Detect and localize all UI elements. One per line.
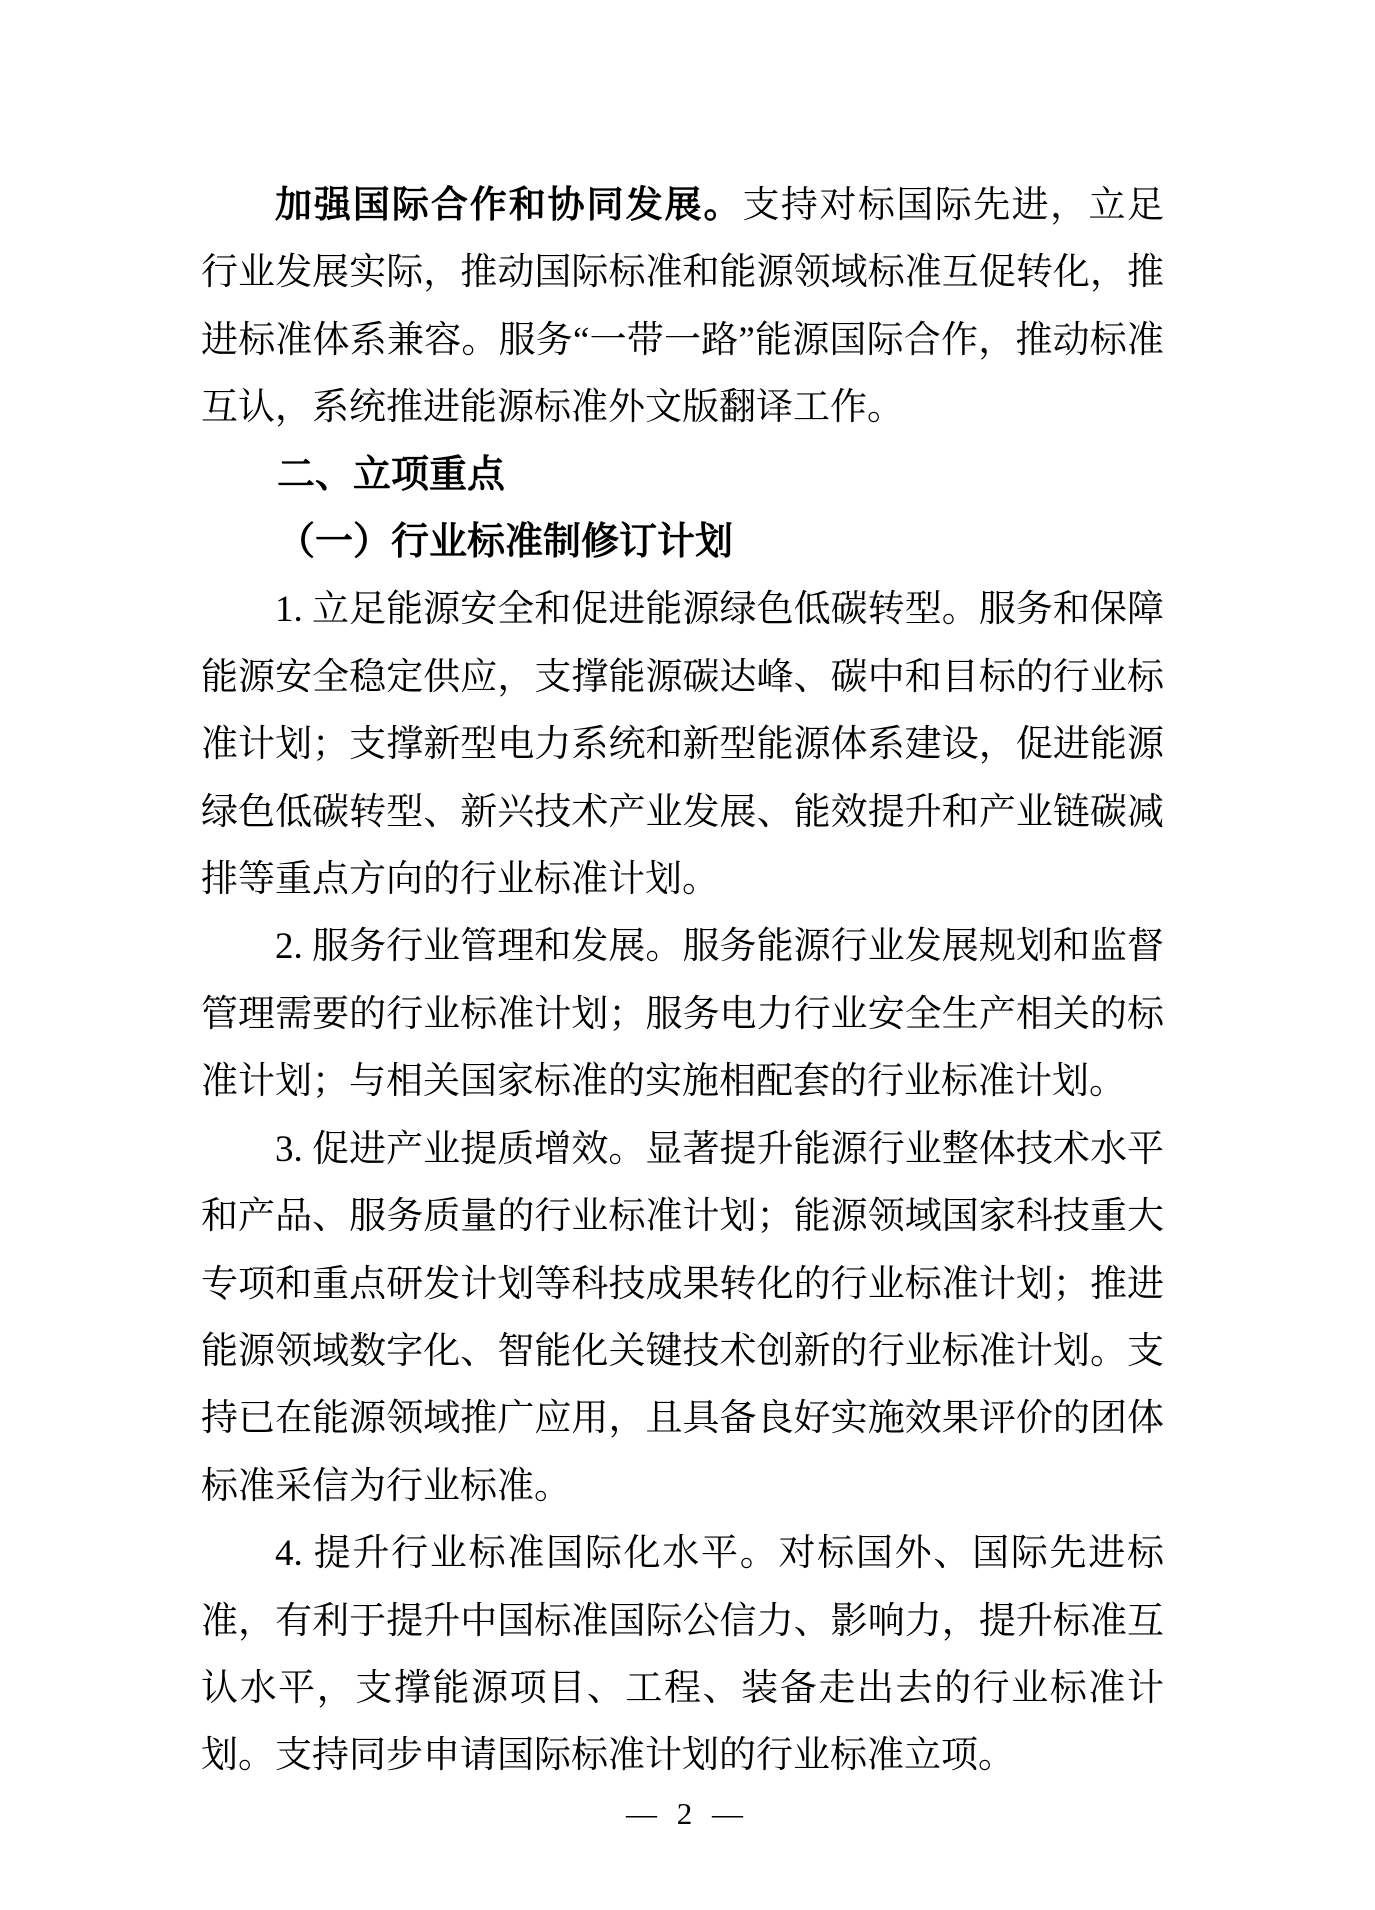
paragraph-item-2: 2. 服务行业管理和发展。服务能源行业发展规划和监督管理需要的行业标准计划；服务电力行业安全生产相关的标准计划；与相关国家标准的实施相配套的行业标准计划。 (201, 926, 1164, 1103)
section-heading: 二、立项重点 (277, 453, 506, 496)
subsection-heading: （一）行业标准制修订计划 (277, 521, 734, 564)
paragraph-international-cooperation (201, 171, 1164, 442)
document-body (201, 171, 1164, 1790)
page-number: — 2 — (626, 1796, 749, 1831)
paragraph-item-1: 1. 立足能源安全和促进能源绿色低碳转型。服务和保障能源安全稳定供应，支撑能源碳达峰、碳中和目标的行业标准计划；支撑新型电力系统和新型能源体系建设，促进能源绿色低碳转型、新兴技术产业发展、能效提升和产业链碳减排等重点方向的行业标准计划。 (201, 589, 1164, 901)
paragraph-lead-bold: 加强国际合作和协同发展。 (275, 184, 743, 225)
paragraph-text: 支持对标国际先进，立足行业发展实际，推动国际标准和能源领域标准互促转化，推进标准体系兼容。服务“一带一路”能源国际合作，推动标准互认，系统推进能源标准外文版翻译工作。 (201, 185, 1165, 429)
paragraph-item-4: 4. 提升行业标准国际化水平。对标国外、国际先进标准，有利于提升中国标准国际公信力、影响力，提升标准互认水平，支撑能源项目、工程、装备走出去的行业标准计划。支持同步申请国际标准计划的行业标准立项。 (201, 1533, 1164, 1777)
paragraph-item-3: 3. 促进产业提质增效。显著提升能源行业整体技术水平和产品、服务质量的行业标准计划；能源领域国家科技重大专项和重点研发计划等科技成果转化的行业标准计划；推进能源领域数字化、智能化关键技术创新的行业标准计划。支持已在能源领域推广应用，且具备良好实施效果评价的团体标准采信为行业标准。 (201, 1128, 1164, 1507)
